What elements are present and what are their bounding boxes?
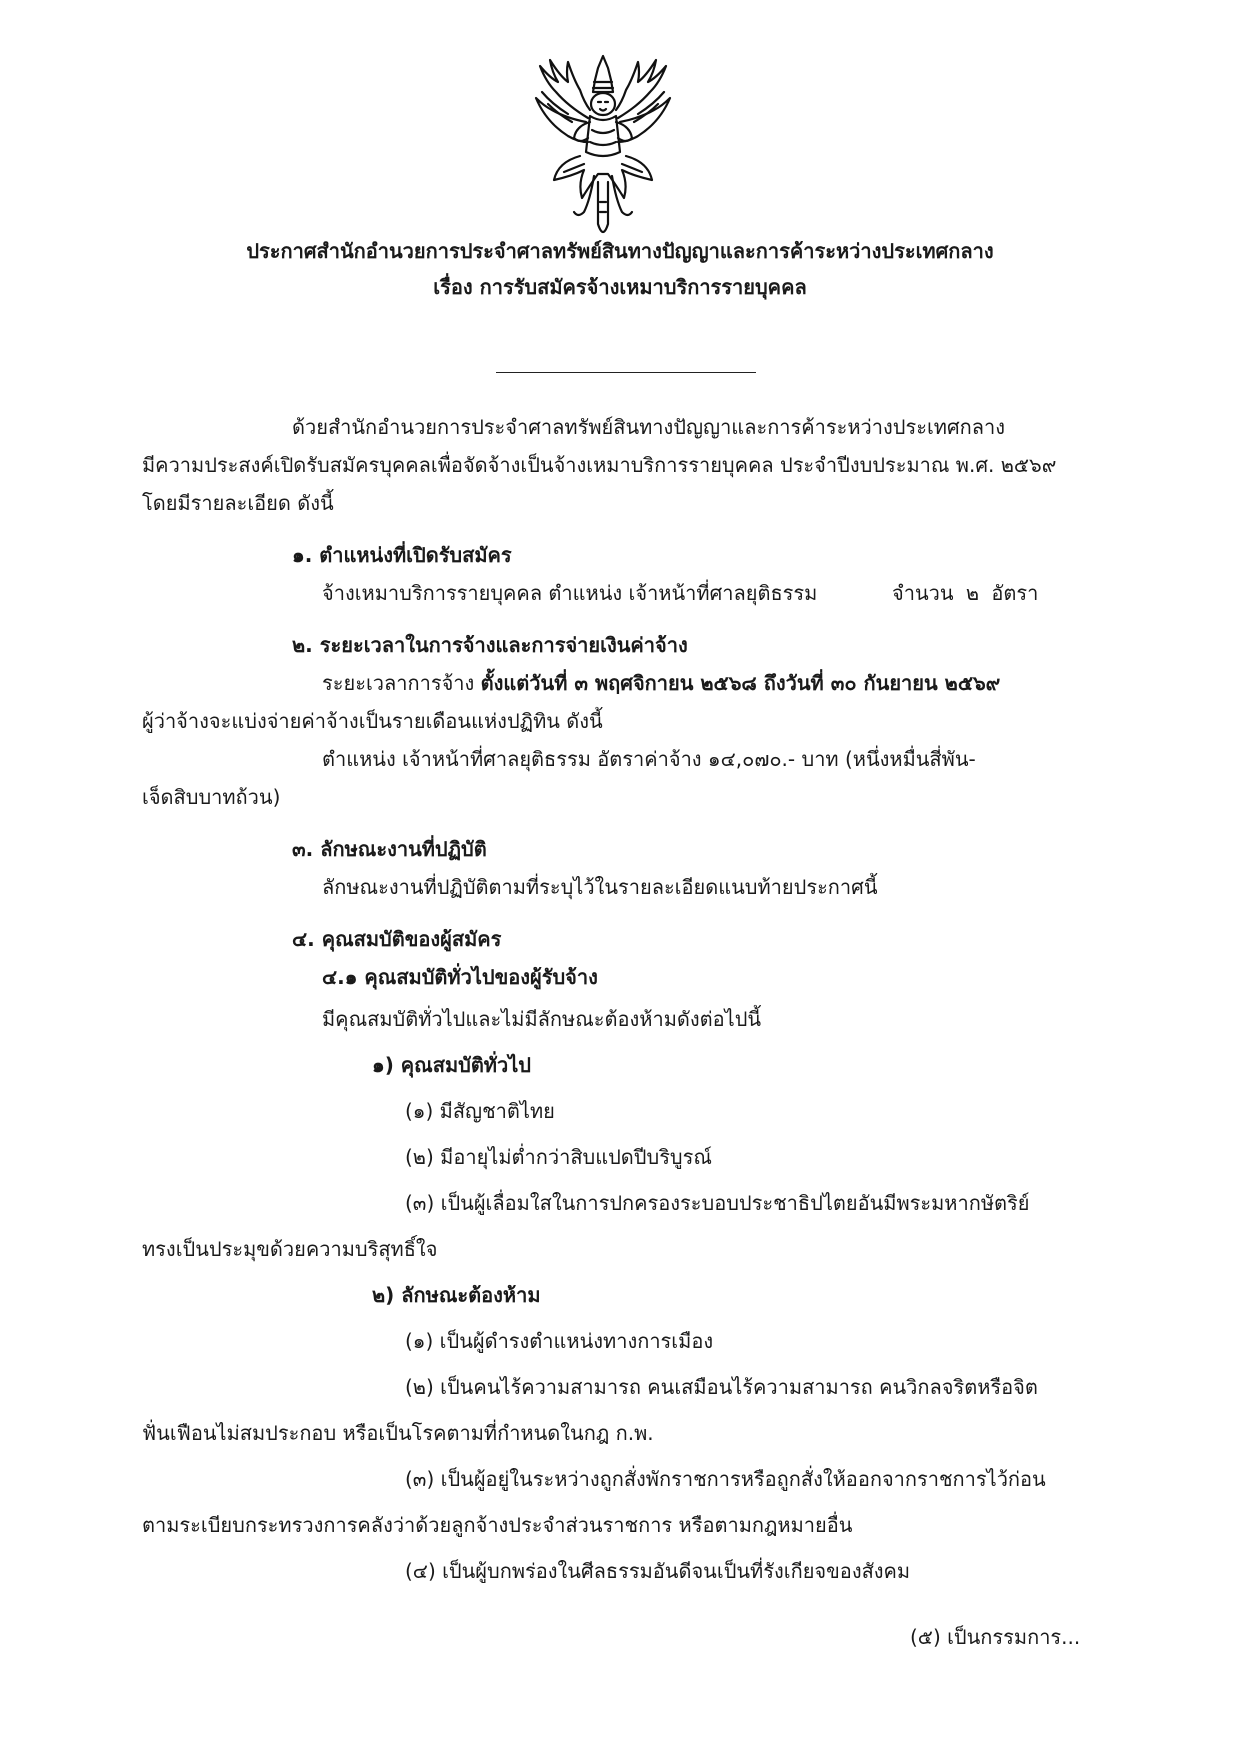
rate-text: ตำแหน่ง เจ้าหน้าที่ศาลยุติธรรม อัตราค่าจ้าง ๑๔,๐๗๐.- บาท (หนึ่งหมื่นสี่พัน- xyxy=(322,747,976,771)
intro-line: โดยมีรายละเอียด ดังนี้ xyxy=(142,491,334,515)
list-heading: ๑) คุณสมบัติทั่วไป xyxy=(372,1053,531,1077)
announcement-subject: เรื่อง การรับสมัครจ้างเหมาบริการรายบุคคล xyxy=(433,275,807,299)
section-heading: ๓. ลักษณะงานที่ปฏิบัติ xyxy=(292,837,487,861)
job-description: ลักษณะงานที่ปฏิบัติตามที่ระบุไว้ในรายละเอียดแนบท้ายประกาศนี้ xyxy=(322,875,878,899)
title-divider xyxy=(496,372,756,373)
subsection-heading: ๔.๑ คุณสมบัติทั่วไปของผู้รับจ้าง xyxy=(322,965,598,989)
section-heading: ๒. ระยะเวลาในการจ้างและการจ่ายเงินค่าจ้าง xyxy=(292,633,688,657)
list-item: (๓) เป็นผู้เลื่อมใสในการปกครองระบอบประชาธิปไตยอันมีพระมหากษัตริย์ xyxy=(405,1191,1030,1215)
period-label: ระยะเวลาการจ้าง xyxy=(322,671,475,695)
intro-line: มีความประสงค์เปิดรับสมัครบุคคลเพื่อจัดจ้างเป็นจ้างเหมาบริการรายบุคคล ประจำปีงบประมาณ พ.ศ. ๒๕๖๙ xyxy=(142,453,1057,477)
list-item: (๒) มีอายุไม่ต่ำกว่าสิบแปดปีบริบูรณ์ xyxy=(405,1145,712,1169)
section-heading: ๑. ตำแหน่งที่เปิดรับสมัคร xyxy=(292,543,512,567)
position-count: จำนวน ๒ อัตรา xyxy=(892,581,1039,605)
list-item: ทรงเป็นประมุขด้วยความบริสุทธิ์ใจ xyxy=(142,1237,438,1261)
employment-period xyxy=(322,668,1000,698)
garuda-emblem-icon xyxy=(528,52,678,244)
announcement-title: ประกาศสำนักอำนวยการประจำศาลทรัพย์สินทางปัญญาและการค้าระหว่างประเทศกลาง xyxy=(246,239,994,263)
section-heading: ๔. คุณสมบัติของผู้สมัคร xyxy=(292,927,502,951)
intro-line: ด้วยสำนักอำนวยการประจำศาลทรัพย์สินทางปัญญาและการค้าระหว่างประเทศกลาง xyxy=(292,415,1006,439)
position-text: จ้างเหมาบริการรายบุคคล ตำแหน่ง เจ้าหน้าที่ศาลยุติธรรม xyxy=(322,581,818,605)
list-heading: ๒) ลักษณะต้องห้าม xyxy=(372,1283,541,1307)
period-value: ตั้งแต่วันที่ ๓ พฤศจิกายน ๒๕๖๘ ถึงวันที่ ๓๐ กันยายน ๒๕๖๙ xyxy=(480,671,1001,695)
list-item: ตามระเบียบกระทรวงการคลังว่าด้วยลูกจ้างประจำส่วนราชการ หรือตามกฎหมายอื่น xyxy=(142,1513,853,1537)
list-item: (๒) เป็นคนไร้ความสามารถ คนเสมือนไร้ความสามารถ คนวิกลจริตหรือจิต xyxy=(405,1375,1038,1399)
payment-text: ผู้ว่าจ้างจะแบ่งจ่ายค่าจ้างเป็นรายเดือนแห่งปฏิทิน ดังนี้ xyxy=(142,709,603,733)
list-item: (๓) เป็นผู้อยู่ในระหว่างถูกสั่งพักราชการหรือถูกสั่งให้ออกจากราชการไว้ก่อน xyxy=(405,1467,1046,1491)
list-item: ฟั่นเฟือนไม่สมประกอบ หรือเป็นโรคตามที่กำหนดในกฎ ก.พ. xyxy=(142,1421,654,1445)
page-continuation: (๕) เป็นกรรมการ... xyxy=(910,1625,1081,1649)
rate-text: เจ็ดสิบบาทถ้วน) xyxy=(142,785,281,809)
list-item: (๑) มีสัญชาติไทย xyxy=(405,1099,555,1123)
list-item: (๑) เป็นผู้ดำรงตำแหน่งทางการเมือง xyxy=(405,1329,714,1353)
list-item: (๔) เป็นผู้บกพร่องในศีลธรรมอันดีจนเป็นที่รังเกียจของสังคม xyxy=(405,1559,911,1583)
subsection-text: มีคุณสมบัติทั่วไปและไม่มีลักษณะต้องห้ามดังต่อไปนี้ xyxy=(322,1007,762,1031)
